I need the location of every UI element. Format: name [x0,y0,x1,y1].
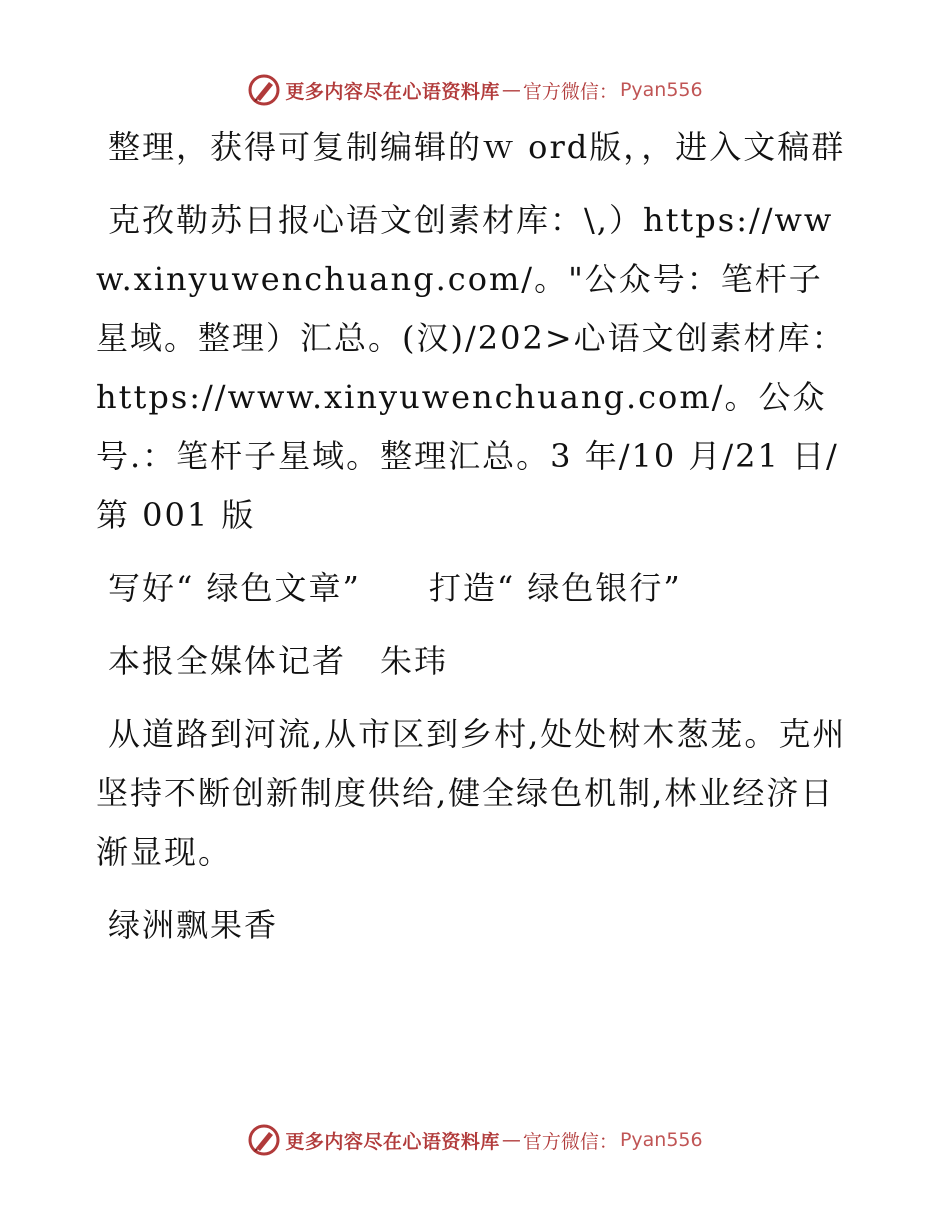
article-byline: 本报全媒体记者 朱玮 [108,642,449,680]
wechat-label: 官方微信： [522,80,618,103]
paragraph-intro: 整理，获得可复制编辑的ｗ ord版，，进入文稿群 [108,128,846,166]
watermark-slogan: 更多内容尽在心语资料库 [285,1130,500,1153]
paragraph-lead: 从道路到河流,从市区到乡村,处处树木葱茏。克州坚持不断创新制度供给,健全绿色机制,林业经济日渐显现。 [96,715,847,871]
wechat-id: Pyan556 [619,1129,703,1151]
document-body [96,118,856,969]
watermark-dash: — [501,1129,521,1151]
watermark-dash: — [501,79,521,101]
wechat-id: Pyan556 [619,79,703,101]
wechat-label: 官方微信： [522,1130,618,1153]
article-headline: 写好“ 绿色文章” 打造“ 绿色银行” [108,569,682,607]
paragraph-source: 克孜勒苏日报心语文创素材库：\,）https://www.xinyuwenchuang.com/。"公众号：笔杆子星域。整理）汇总。(汉)/202>心语文创素材库：https://www.xinyuwenchuang.com/。公众号.：笔杆子星域。整理汇总。3 年/10 月/21 日/第 001 版 [96,201,846,534]
footer-watermark [0,1120,950,1160]
pen-logo-icon [247,73,281,107]
pen-logo-icon [247,1123,281,1157]
section-heading: 绿洲飘果香 [108,906,279,944]
watermark-slogan: 更多内容尽在心语资料库 [285,80,500,103]
header-watermark [0,70,950,110]
